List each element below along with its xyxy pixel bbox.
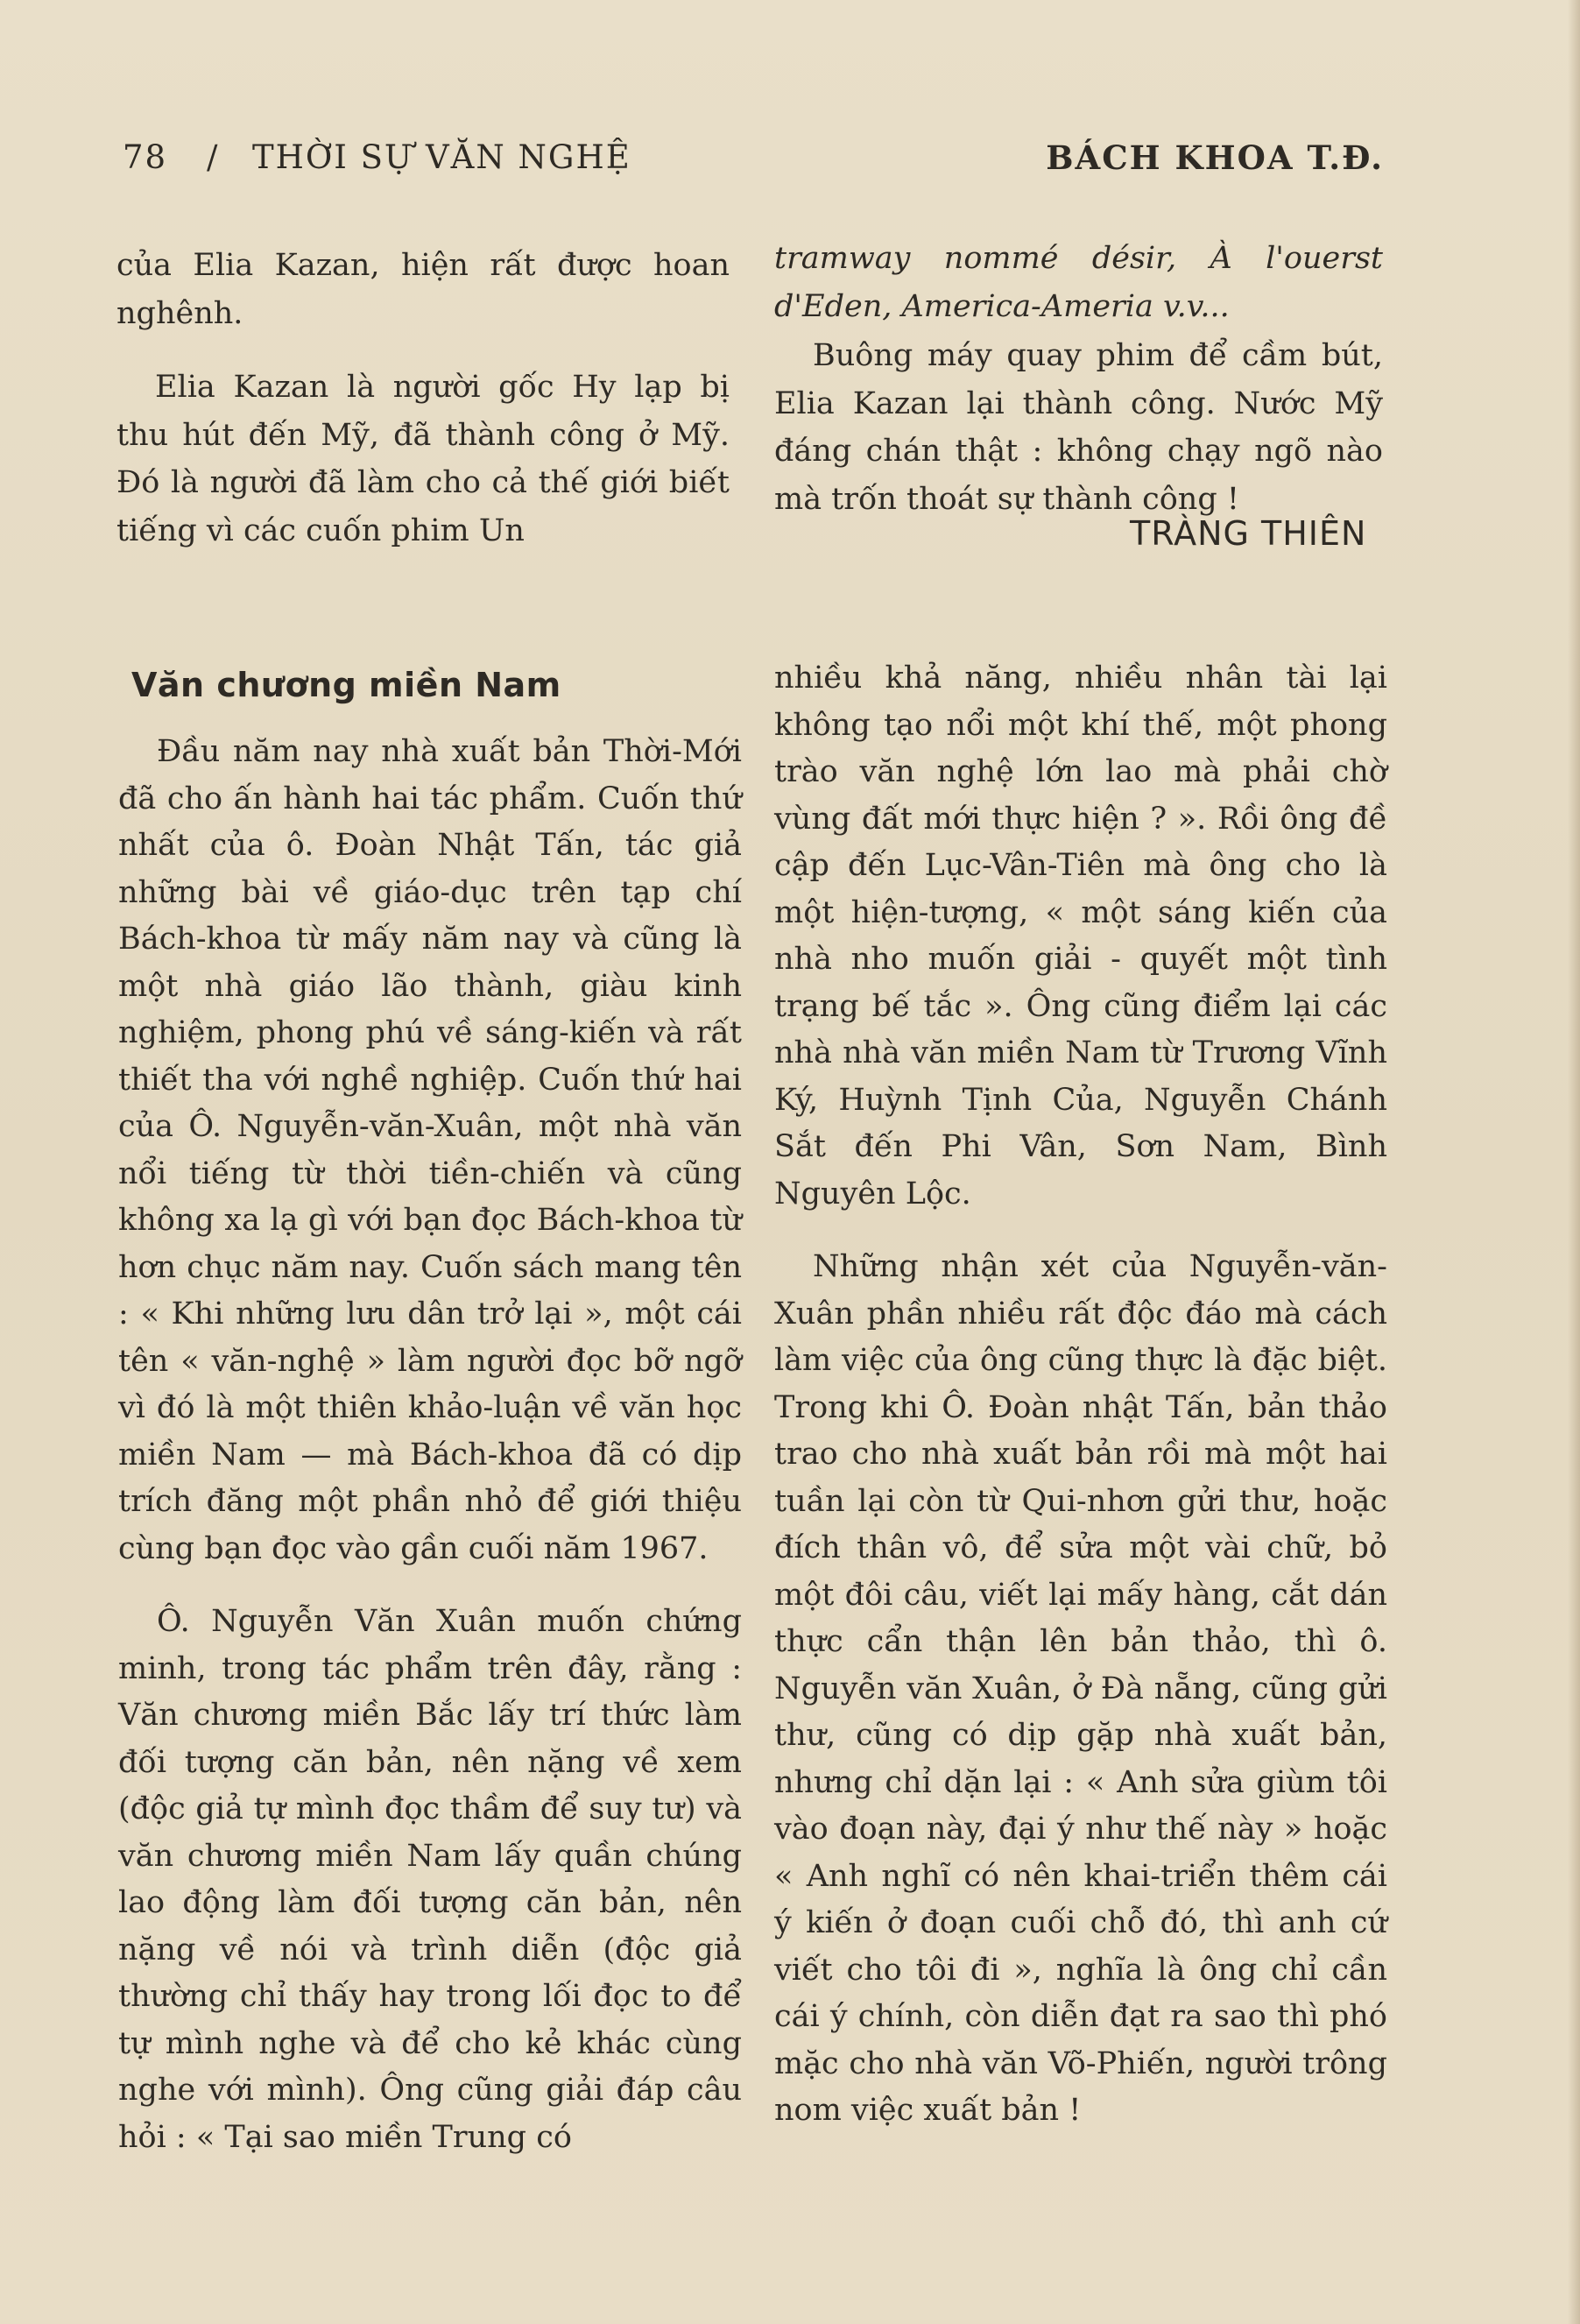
page-edge-shadow [1568,0,1580,2324]
section-title: THỜI SỰ VĂN NGHỆ [252,138,631,176]
paragraph: của Elia Kazan, hiện rất được hoan nghênh. [116,248,730,331]
paragraph: Buông máy quay phim để cầm bút, Elia Kazan lại thành công. Nước Mỹ đáng chán thật : không chạy ngõ nào mà trốn thoát sự thành công ! [774,338,1383,517]
paragraph: Ô. Nguyễn Văn Xuân muốn chứng minh, trong tác phẩm trên đây, rằng : Văn chương miền Bắc lấy trí thức làm đối tượng căn bản, nên nặng về xem (độc giả tự mình đọc thầm để suy tư) và văn chương miền Nam lấy quần chúng lao động làm đối tượng căn bản, nên nặng về nói và trình diễn (độc giả thường chỉ thấy hay trong lối đọc to để tự mình nghe và để cho kẻ khác cùng nghe với mình). Ông cũng giải đáp câu hỏi : « Tại sao miền Trung có [118,1604,742,2155]
paragraph: Đầu năm nay nhà xuất bản Thời-Mới đã cho ấn hành hai tác phẩm. Cuốn thứ nhất của ô. Đoàn Nhật Tấn, tác giả những bài về giáo-dục trên tạp chí Bách-khoa từ mấy năm nay và cũng là một nhà giáo lão thành, giàu kinh nghiệm, phong phú về sáng-kiến và rất thiết tha với nghề nghiệp. Cuốn thứ hai của Ô. Nguyễn-văn-Xuân, một nhà văn nổi tiếng từ thời tiền-chiến và cũng không xa lạ gì với bạn đọc Bách-khoa từ hơn chục năm nay. Cuốn sách mang tên : « Khi những lưu dân trở lại », một cái tên « văn-nghệ » làm người đọc bỡ ngỡ vì đó là một thiên khảo-luận về văn học miền Nam — mà Bách-khoa đã có dịp trích đăng một phần nhỏ để giới thiệu cùng bạn đọc vào gần cuối năm 1967. [118,734,742,1566]
page-number: 78 [123,138,168,176]
running-header [123,138,1384,191]
author-signature: TRÀNG THIÊN [1130,514,1367,553]
magazine-title: BÁCH KHOA T.Đ. [1046,138,1384,177]
paragraph: Elia Kazan là người gốc Hy lạp bị thu hút đến Mỹ, đã thành công ở Mỹ. Đó là người đã làm cho cả thế giới biết tiếng vì các cuốn phim Un [116,370,730,548]
top-article-left-column [116,242,730,555]
main-article-right-column [774,655,1387,2135]
article-heading: Văn chương miền Nam [131,666,561,704]
top-article-right-column [774,235,1383,523]
header-separator: / [207,138,220,176]
main-article-left-column [118,729,742,2161]
paragraph: Những nhận xét của Nguyễn-văn-Xuân phần nhiều rất độc đáo mà cách làm việc của ông cũng thực là đặc biệt. Trong khi Ô. Đoàn nhật Tấn, bản thảo trao cho nhà xuất bản rồi mà một hai tuần lại còn từ Qui-nhơn gửi thư, hoặc đích thân vô, để sửa một vài chữ, bỏ một đôi câu, viết lại mấy hàng, cắt dán thực cẩn thận lên bản thảo, thì ô. Nguyễn văn Xuân, ở Đà nẵng, cũng gửi thư, cũng có dịp gặp nhà xuất bản, nhưng chỉ dặn lại : « Anh sửa giùm tôi vào đoạn này, đại ý như thế này » hoặc « Anh nghĩ có nên khai-triển thêm cái ý kiến ở đoạn cuối chỗ đó, thì anh cứ viết cho tôi đi », nghĩa là ông chỉ cần cái ý chính, còn diễn đạt ra sao thì phó mặc cho nhà văn Võ-Phiến, người trông nom việc xuất bản ! [774,1249,1387,2128]
paragraph: nhiều khả năng, nhiều nhân tài lại không tạo nổi một khí thế, một phong trào văn nghệ lớn lao mà phải chờ vùng đất mới thực hiện ? ». Rồi ông đề cập đến Lục-Vân-Tiên mà ông cho là một hiện-tượng, « một sáng kiến của nhà nho muốn giải - quyết một tình trạng bế tắc ». Ông cũng điểm lại các nhà nhà văn miền Nam từ Trương Vĩnh Ký, Huỳnh Tịnh Của, Nguyễn Chánh Sắt đến Phi Vân, Sơn Nam, Bình Nguyên Lộc. [774,660,1387,1211]
paragraph: tramway nommé désir, À l'ouerst d'Eden, America-Ameria v.v... [774,241,1383,324]
